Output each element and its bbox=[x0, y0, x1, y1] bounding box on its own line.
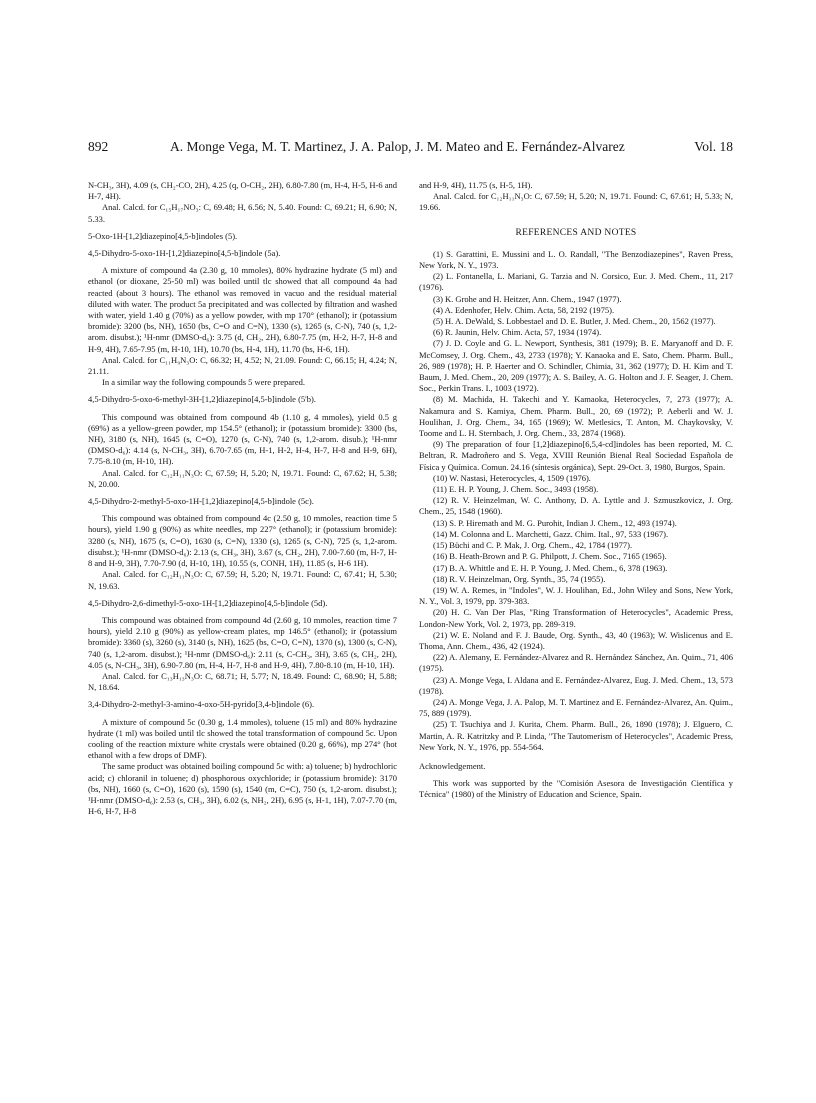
paragraph: and H-9, 4H), 11.75 (s, H-5, 1H). bbox=[419, 180, 533, 190]
paragraph: Anal. Calcd. for C₁₃H₁₃N₃O: C, 68.71; H, 5.77; N, 18.49. Found: C, 68.90; H, 5.88; N, 18.64. bbox=[88, 670, 397, 693]
paragraph: Anal. Calcd. for C₁₂H₁₁N₃O: C, 67.59; H, 5.20; N, 19.71. Found: C, 67.41; H, 5.30; N, 19.63. bbox=[88, 569, 397, 591]
reference-item: (22) A. Alemany, E. Fernández-Alvarez and R. Hernández Sánchez, An. Quim., 71, 406 (1975). bbox=[419, 652, 733, 674]
reference-item: (19) W. A. Remes, in "Indoles", W. J. Houlihan, Ed., John Wiley and Sons, New York, N. Y., Vol. 3, 1979, pp. 379-383. bbox=[419, 584, 733, 607]
reference-item: (15) Büchi and C. P. Mak, J. Org. Chem., 42, 1784 (1977). bbox=[433, 540, 633, 551]
reference-item: (2) L. Fontanella, L. Mariani, G. Tarzia and N. Corsico, Eur. J. Med. Chem., 11, 217 (1976). bbox=[419, 271, 733, 293]
right-column bbox=[419, 180, 733, 801]
paragraph: This compound was obtained from compound 4d (2.60 g, 10 mmoles, reaction time 7 hours), yield 2.10 g (90%) as yellow-cream plates, mp 146.5° (ethanol); ir (potassium bromide): 3360 (s), 3260 (s), 3140 (s, NH), 1625 (bs, C=O, C=N), 1370 (s), 1300 (s, C-N), 740 (s, 1,2-arom. disubst.); ¹H-nmr (DMSO-d₆): 2.11 (s, C-CH₃, 3H), 3.65 (s, CH₂, 2H), 4.05 (s, N-CH₃, 3H), 6.90-7.80 (m, H-4, H-7, H-8 and H-9, 4H), 7.80-8.10 (m, H-10, 1H). bbox=[88, 614, 397, 670]
reference-item: (13) S. P. Hiremath and M. G. Purohit, Indian J. Chem., 12, 493 (1974). bbox=[433, 517, 677, 528]
section-heading: 4,5-Dihydro-2,6-dimethyl-5-oxo-1H-[1,2]diazepino[4,5-b]indole (5d). bbox=[88, 597, 328, 608]
reference-item: (6) R. Jaunin, Helv. Chim. Acta, 57, 1934 (1974). bbox=[433, 327, 602, 338]
reference-item: (14) M. Colonna and L. Marchetti, Gazz. Chim. Ital., 97, 533 (1967). bbox=[433, 528, 669, 539]
acknowledgement-title: Acknowledgement. bbox=[419, 760, 486, 771]
paragraph: A mixture of compound 4a (2.30 g, 10 mmoles), 80% hydrazine hydrate (5 ml) and ethanol (or dioxane, 25-50 ml) was boiled until tlc showed that all compound 4a had reacted (about 3 hours). The ethanol was removed in vacuo and the residual material diluted with water. The product 5a precipitated and was collected by filtration and washed with water, yield 1.40 g (70%) as a yellow powder, with mp 170° (ethanol); ir (potassium bromide): 3200 (bs, NH), 1650 (bs, C=O and C=N), 1330 (s), 1265 (s, C-N), 740 (s, 1,2-arom. disubst.); ¹H-nmr (DMSO-d₆): 3.75 (d, CH₂, 2H), 6.80-7.75 (m, H-2, H-7, H-8 and H-9, 4H), 7.65-7.95 (m, H-10, 1H), 10.70 (bs, H-4, 1H), 11.70 (bs, H-6, 1H). bbox=[88, 265, 397, 354]
paragraph: Anal. Calcd. for C₁₅H₁₇NO₃: C, 69.48; H, 6.56; N, 5.40. Found: C, 69.21; H, 6.90; N, 5.33. bbox=[88, 202, 397, 224]
reference-item: (3) K. Grohe and H. Heitzer, Ann. Chem., 1947 (1977). bbox=[433, 293, 622, 304]
page-header bbox=[88, 139, 733, 159]
reference-item: (25) T. Tsuchiya and J. Kurita, Chem. Pharm. Bull., 26, 1890 (1978); J. Elguero, C. Martin, A. R. Katritzky and P. Linda, "The Tautomerism of Heterocycles", Academic Press, New York, N. Y., 1976, pp. 554-564. bbox=[419, 719, 733, 752]
paragraph: N-CH₃, 3H), 4.09 (s, CH₂-CO, 2H), 4.25 (q, O-CH₂, 2H), 6.80-7.80 (m, H-4, H-5, H-6 and H-7, 4H). bbox=[88, 180, 397, 202]
running-authors: A. Monge Vega, M. T. Martinez, J. A. Palop, J. M. Mateo and E. Fernández-Alvarez bbox=[170, 139, 625, 154]
paragraph: Anal. Calcd. for C₁₁H₉N₃O: C, 66.32; H, 4.52; N, 21.09. Found: C, 66.15; H, 4.24; N, 21.11. bbox=[88, 354, 397, 377]
paragraph: In a similar way the following compounds 5 were prepared. bbox=[102, 377, 305, 388]
paragraph: This compound was obtained from compound 4b (1.10 g, 4 mmoles), yield 0.5 g (69%) as a yellow-green powder, mp 154.5° (ethanol); ir (potassium bromide): 3300 (bs, NH), 3180 (s, NH), 1645 (s, C=O), 1270 (s, C-N), 740 (s, 1,2-arom. disub.); ¹H-nmr (DMSO-d₆): 4.14 (s, N-CH₃, 3H), 6.70-7.65 (m, H-1, H-2, H-4, H-7, H-8 and H-9, 6H), 7.75-8.10 (m, H-10, 1H). bbox=[88, 411, 397, 467]
reference-item: (12) R. V. Heinzelman, W. C. Anthony, D. A. Lyttle and J. Szmuszkovicz, J. Org. Chem., 25, 1548 (1960). bbox=[419, 495, 733, 517]
reference-item: (4) A. Edenhofer, Helv. Chim. Acta, 58, 2192 (1975). bbox=[433, 304, 615, 315]
page-number: 892 bbox=[88, 139, 109, 154]
paragraph: This compound was obtained from compound 4c (2.50 g, 10 mmoles, reaction time 5 hours), yield 1.90 g (90%) as white needles, mp 227° (ethanol); ir (potassium bromide): 3280 (s, NH), 1675 (s, C=O), 1630 (s, C=N), 1330 (s), 1265 (s, C-N), 725 (s, 1,2-arom. disubst.); ¹H-nmr (DMSO-d₆): 2.13 (s, CH₃, 3H), 3.67 (s, CH₂, 2H), 7.00-7.60 (m, H-7, H-8 and H-9, 3H), 7.70-7.90 (d, H-10, 1H), 10.55 (s, CONH, 1H), 11.85 (s, H-6 1H). bbox=[88, 513, 397, 569]
left-column bbox=[88, 180, 397, 817]
paragraph: Anal. Calcd. for C₁₂H₁₁N₃O: C, 67.59; H, 5.20; N, 19.71. Found: C, 67.61; H, 5.33; N, 19.66. bbox=[419, 191, 733, 213]
reference-item: (5) H. A. DeWald, S. Lobbestael and D. E. Butler, J. Med. Chem., 20, 1562 (1977). bbox=[433, 316, 716, 327]
references-title: REFERENCES AND NOTES bbox=[515, 227, 637, 238]
section-heading: 4,5-Dihydro-5-oxo-6-methyl-3H-[1,2]diazepino[4,5-b]indole (5'b). bbox=[88, 394, 316, 405]
section-heading: 4,5-Dihydro-2-methyl-5-oxo-1H-[1,2]diazepino[4,5-b]indole (5c). bbox=[88, 496, 314, 507]
reference-item: (9) The preparation of four [1,2]diazepino[6,5,4-cd]indoles has been reported, M. C. Beltran, R. Madroñero and S. Vega, XVIII Reunión Bienal Real Sociedad Española de Física y Química. Comun. 24.16 (síntesis orgánica), Sept. 29-Oct. 3, 1980, Burgos, Spain. bbox=[419, 439, 733, 472]
experimental-continuation bbox=[419, 180, 733, 214]
reference-item: (21) W. E. Noland and F. J. Baude, Org. Synth., 43, 40 (1963); W. Wislicenus and E. Thoma, Ann. Chem., 436, 42 (1924). bbox=[419, 629, 733, 651]
reference-item: (8) M. Machida, H. Takechi and Y. Kamaoka, Heterocycles, 7, 273 (1977); A. Nakamura and S. Kamiya, Chem. Pharm. Bull., 20, 69 (1972); P. Aeberli and W. J. Houlihan, J. Org. Chem., 34, 165 (1969); W. Metlesics, T. Anton, M. Chaykovsky, V. Toome and L. H. Sternbach, J. Org. Chem., 33, 2874 (1968). bbox=[419, 394, 733, 439]
references-list bbox=[419, 249, 733, 753]
reference-item: (23) A. Monge Vega, I. Aldana and E. Fernández-Alvarez, Eug. J. Med. Chem., 13, 573 (1978). bbox=[419, 674, 733, 696]
reference-item: (1) S. Garattini, E. Mussini and L. O. Randall, "The Benzodiazepines", Raven Press, New York, N. Y., 1973. bbox=[419, 248, 733, 271]
paragraph: Anal. Calcd. for C₁₂H₁₁N₃O: C, 67.59; H, 5.20; N, 19.71. Found: C, 67.62; H, 5.38; N, 20.00. bbox=[88, 467, 397, 489]
section-heading: 5-Oxo-1H-[1,2]diazepino[4,5-b]indoles (5). bbox=[88, 230, 238, 241]
paragraph: A mixture of compound 5c (0.30 g, 1.4 mmoles), toluene (15 ml) and 80% hydrazine hydrate (1 ml) was boiled until tlc showed the total transformation of compound 5c. Upon cooling of the reaction mixture white crystals were obtained (0.20 g, 66%), mp 274° (hot ethanol with a few drops of DMF). bbox=[88, 716, 397, 761]
volume-label: Vol. 18 bbox=[694, 139, 733, 154]
reference-item: (17) B. A. Whittle and E. H. P. Young, J. Med. Chem., 6, 378 (1963). bbox=[433, 562, 668, 573]
reference-item: (10) W. Nastasi, Heterocycles, 4, 1509 (1976). bbox=[433, 472, 591, 483]
section-heading: 4,5-Dihydro-5-oxo-1H-[1,2]diazepino[4,5-b]indole (5a). bbox=[88, 248, 281, 259]
reference-item: (20) H. C. Van Der Plas, "Ring Transformation of Heterocycles", Academic Press, London-New York, Vol. 2, 1973, pp. 289-319. bbox=[419, 607, 733, 629]
acknowledgement-text: This work was supported by the "Comisión Asesora de Investigación Científica y Técnica" (1980) of the Ministry of Education and Science, Spain. bbox=[419, 778, 733, 800]
reference-item: (18) R. V. Heinzelman, Org. Synth., 35, 74 (1955). bbox=[433, 573, 606, 584]
section-heading: 3,4-Dihydro-2-methyl-3-amino-4-oxo-5H-pyrido[3,4-b]indole (6). bbox=[88, 699, 315, 710]
reference-item: (11) E. H. P. Young, J. Chem. Soc., 3493 (1958). bbox=[433, 484, 599, 495]
reference-item: (16) B. Heath-Brown and P. G. Philpott, J. Chem. Soc., 7165 (1965). bbox=[433, 551, 667, 562]
reference-item: (24) A. Monge Vega, J. A. Palop, M. T. Martinez and E. Fernández-Alvarez, An. Quim., 75, 889 (1979). bbox=[419, 696, 733, 719]
reference-item: (7) J. D. Coyle and G. L. Newport, Synthesis, 381 (1979); B. E. Maryanoff and D. F. McComsey, J. Org. Chem., 43, 2733 (1978); Y. Kanaoka and E. Sato, Chem. Pharm. Bull., 26, 989 (1978); H. P. Haerter and O. Schindler, Chimia, 31, 362 (1977); D. H. Kim and T. Baum, J. Med. Chem., 20, 209 (1977); A. S. Bailey, A. G. Holton and J. F. Seager, J. Chem. Soc., Perkin Trans. I., 1003 (1972). bbox=[419, 338, 733, 394]
paragraph: The same product was obtained boiling compound 5c with: a) toluene; b) hydrochloric acid; c) chloranil in toluene; d) phosphorous oxychloride; ir (potassium bromide): 3170 (bs, NH), 1660 (s, C=O), 1620 (s), 1590 (s), 1540 (m, C=C), 750 (s, 1,2-arom. disubst.); ¹H-nmr (DMSO-d₆): 2.53 (s, CH₃, 3H), 6.02 (s, NH₂, 2H), 6.95 (s, H-1, 1H), 7.07-7.70 (m, H-6, H-7, H-8 bbox=[88, 761, 397, 817]
